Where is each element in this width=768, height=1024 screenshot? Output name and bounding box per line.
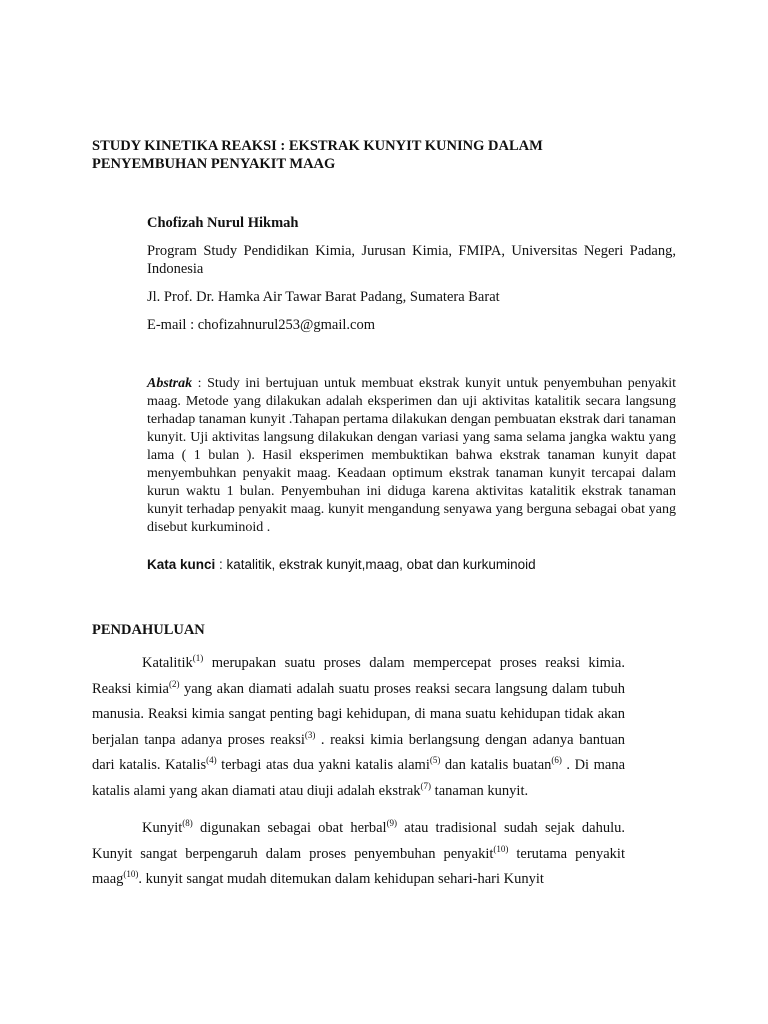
citation-marker: (10) (493, 843, 509, 854)
body-text-run: terutama penyakit maag (92, 845, 625, 887)
citation-marker: (9) (386, 818, 398, 828)
citation-marker: (1) (192, 653, 204, 663)
body-text-run: tanaman kunyit. (431, 782, 529, 799)
author-name: Chofizah Nurul Hikmah (147, 215, 299, 231)
paragraph-1 (92, 651, 625, 804)
citation-marker: (7) (420, 780, 432, 791)
paper-title (92, 137, 692, 173)
address-text: Jl. Prof. Dr. Hamka Air Tawar Barat Padang, Sumatera Barat (147, 289, 500, 305)
body-text-run: merupakan suatu proses dalam mempercepat proses reaksi kimia. Reaksi kimia (92, 655, 625, 697)
title-line-1: STUDY KINETIKA REAKSI : EKSTRAK KUNYIT KUNING DALAM (92, 138, 543, 154)
body-text-run: yang akan diamati adalah suatu proses reaksi secara langsung dalam tubuh manusia. Reaksi kimia sangat penting bagi kehidupan, di mana suatu kehidupan tidak akan berjalan tanpa adanya proses reaksi (92, 680, 625, 748)
citation-marker: (2) (168, 678, 180, 689)
citation-marker: (3) (304, 729, 316, 740)
body-text-run: . kunyit sangat mudah ditemukan dalam kehidupan sehari-hari Kunyit (138, 871, 544, 887)
body-text-run: Katalitik (142, 655, 193, 671)
citation-marker: (8) (182, 818, 193, 828)
body-text-run: digunakan sebagai obat herbal (192, 820, 387, 836)
citation-marker: (10) (123, 869, 139, 879)
section-heading: PENDAHULUAN (92, 622, 205, 638)
affiliation (147, 242, 676, 278)
email-text: E-mail : chofizahnurul253@gmail.com (147, 317, 375, 333)
keywords-text: : katalitik, ekstrak kunyit,maag, obat dan kurkuminoid (215, 557, 536, 572)
abstract-text: : Study ini bertujuan untuk membuat ekstrak kunyit untuk penyembuhan penyakit maag. Metode yang dilakukan adalah eksperimen dan uji aktivitas katalitik secara langsung terhadap tanaman kunyit .Tahapan pertama dilakukan dengan pembuatan ekstrak dari tanaman kunyit. Uji aktivitas langsung dilakukan dengan variasi yang sama selama jangka waktu yang lama ( 1 bulan ). Hasil eksperimen membuktikan bahwa ekstrak tanaman kunyit dapat menyembuhkan penyakit maag. Keadaan optimum ekstrak tanaman kunyit tercapai dalam kurun waktu 1 bulan. Penyembuhan ini diduga karena aktivitas katalitik ekstrak tanaman kunyit terhadap penyakit maag. kunyit mengandung senyawa yang berguna sebagai obat yang disebut kurkuminoid . (147, 376, 676, 535)
paragraph-2 (92, 816, 625, 893)
author-block (147, 214, 676, 344)
body-text-run: . reaksi kimia berlangsung dengan adanya bantuan dari katalis. Katalis (92, 731, 626, 773)
keywords (147, 556, 676, 574)
body-text-run: Kunyit (142, 820, 183, 836)
citation-marker: (6) (551, 755, 562, 765)
title-line-2: PENYEMBUHAN PENYAKIT MAAG (92, 156, 336, 172)
affiliation-text: Program Study Pendidikan Kimia, Jurusan Kimia, FMIPA, Universitas Negeri Padang, Indonesia (147, 243, 676, 277)
body-text-run: atau tradisional sudah sejak dahulu. Kunyit sangat berpengaruh dalam proses penyembuhan penyakit (92, 820, 625, 862)
section-body (92, 651, 625, 905)
body-text-run: . Di mana katalis alami yang akan diamati atau diuji adalah ekstrak (92, 757, 626, 799)
citation-marker: (4) (206, 755, 217, 765)
abstract-label: Abstrak (147, 376, 193, 391)
email (147, 316, 676, 334)
citation-marker: (5) (429, 755, 441, 765)
keywords-label: Kata kunci (147, 557, 216, 572)
address (147, 288, 676, 306)
body-text-run: dan katalis buatan (440, 757, 552, 773)
abstract (147, 375, 676, 537)
body-text-run: terbagi atas dua yakni katalis alami (216, 757, 430, 773)
